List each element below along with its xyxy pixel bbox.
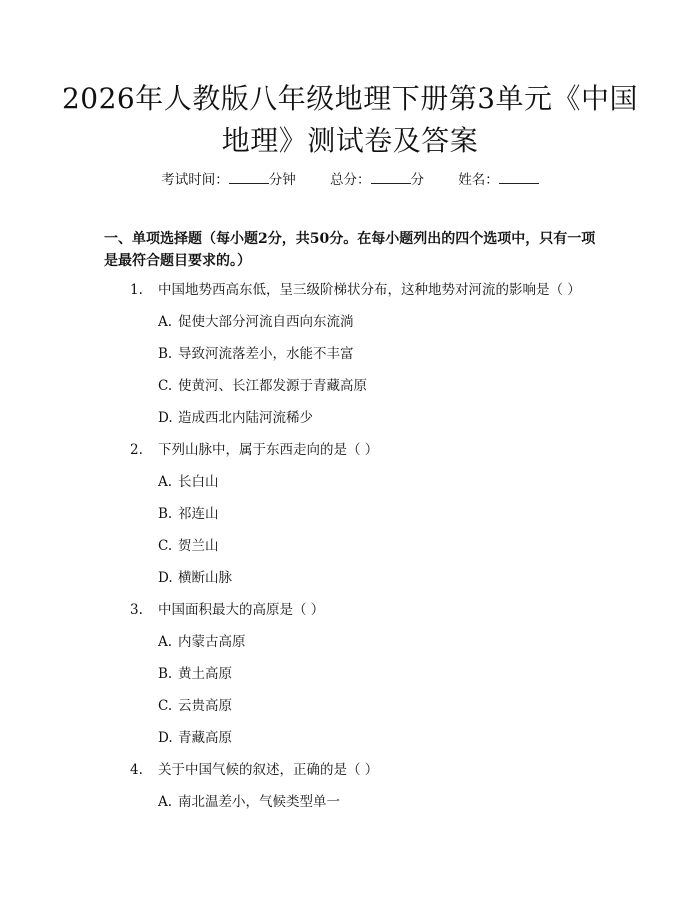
question-text: 下列山脉中，属于东西走向的是（ ） (158, 442, 379, 458)
option-letter: B. (158, 506, 173, 522)
option-text: 横断山脉 (178, 570, 232, 586)
option-text: 南北温差小，气候类型单一 (178, 794, 340, 810)
document-title: 2026年人教版八年级地理下册第3单元《中国地理》测试卷及答案 (61, 82, 639, 157)
question-3-option-d (158, 729, 232, 747)
section-heading: 一、单项选择题（每小题2分，共50分。在每小题列出的四个选项中，只有一项是最符合题目要求的。） (104, 231, 596, 269)
question-4 (130, 761, 378, 779)
option-letter: A. (158, 474, 173, 490)
option-letter: A. (158, 314, 173, 330)
student-name-field (458, 170, 539, 189)
question-3-option-b (158, 665, 232, 683)
question-3-option-a (158, 633, 246, 651)
option-text: 云贵高原 (178, 698, 232, 714)
total-score-label: 总分： (330, 172, 371, 188)
exam-time-field (161, 170, 296, 189)
question-number: 4. (130, 762, 143, 778)
question-text: 中国面积最大的高原是（ ） (158, 602, 325, 618)
question-2-option-c (158, 537, 219, 555)
question-2-option-b (158, 505, 219, 523)
option-letter: C. (158, 698, 173, 714)
option-text: 使黄河、长江都发源于青藏高原 (178, 378, 367, 394)
question-4-option-a (158, 793, 340, 811)
option-letter: A. (158, 794, 173, 810)
total-score-blank (371, 170, 411, 184)
option-text: 造成西北内陆河流稀少 (178, 410, 313, 426)
option-letter: C. (158, 378, 173, 394)
option-text: 祁连山 (178, 506, 219, 522)
option-text: 内蒙古高原 (178, 634, 246, 650)
question-2 (130, 441, 378, 459)
option-text: 青藏高原 (178, 730, 232, 746)
question-number: 3. (130, 602, 143, 618)
option-text: 贺兰山 (178, 538, 219, 554)
question-3 (130, 601, 324, 619)
total-score-unit: 分 (410, 172, 424, 188)
option-letter: D. (158, 730, 173, 746)
question-2-option-d (158, 569, 232, 587)
option-letter: B. (158, 666, 173, 682)
total-score-field (330, 170, 424, 189)
option-letter: D. (158, 570, 173, 586)
option-letter: A. (158, 634, 173, 650)
question-text: 关于中国气候的叙述，正确的是（ ） (158, 762, 379, 778)
student-name-blank (499, 170, 539, 184)
question-text: 中国地势西高东低，呈三级阶梯状分布，这种地势对河流的影响是（ ） (158, 282, 581, 298)
question-1 (130, 281, 581, 299)
question-2-option-a (158, 473, 219, 491)
question-1-option-c (158, 377, 367, 395)
question-1-option-d (158, 409, 313, 427)
question-3-option-c (158, 697, 232, 715)
option-letter: C. (158, 538, 173, 554)
student-name-label: 姓名： (458, 172, 499, 188)
question-number: 1. (130, 282, 143, 298)
option-text: 长白山 (178, 474, 219, 490)
option-letter: D. (158, 410, 173, 426)
exam-time-label: 考试时间： (161, 172, 229, 188)
option-text: 促使大部分河流自西向东流淌 (178, 314, 354, 330)
option-letter: B. (158, 346, 173, 362)
exam-info-line (0, 170, 700, 189)
question-1-option-b (158, 345, 354, 363)
option-text: 导致河流落差小，水能不丰富 (178, 346, 354, 362)
question-1-option-a (158, 313, 354, 331)
exam-time-blank (229, 170, 269, 184)
option-text: 黄土高原 (178, 666, 232, 682)
question-number: 2. (130, 442, 143, 458)
exam-time-unit: 分钟 (268, 172, 296, 188)
